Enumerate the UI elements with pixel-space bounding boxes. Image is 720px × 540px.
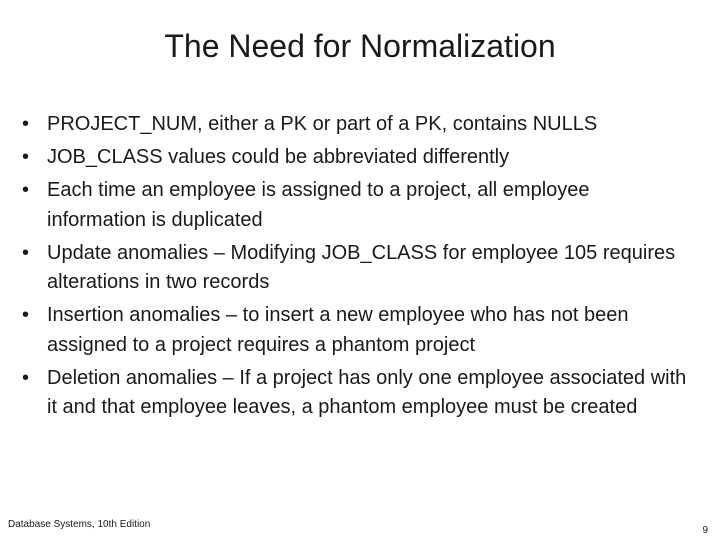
bullet-marker: • xyxy=(22,179,30,201)
bullet-marker: • xyxy=(22,146,30,168)
bullet-item xyxy=(22,176,692,235)
bullet-text: Update anomalies – Modifying JOB_CLASS for employee 105 requires alterations in two records xyxy=(47,241,676,293)
bullet-list xyxy=(22,110,692,426)
bullet-item xyxy=(22,301,692,360)
footer-text: Database Systems, 10th Edition xyxy=(8,519,151,530)
bullet-marker: • xyxy=(22,241,30,264)
bullet-text: Deletion anomalies – If a project has only one employee associated with it and that employee leaves, a phantom employee must be created xyxy=(47,366,687,418)
bullet-marker: • xyxy=(22,304,30,326)
bullet-marker: • xyxy=(22,366,30,389)
bullet-text: JOB_CLASS values could be abbreviated differently xyxy=(47,146,510,168)
bullet-text: Insertion anomalies – to insert a new employee who has not been assigned to a project requires a phantom project xyxy=(47,304,629,356)
bullet-item xyxy=(22,143,692,173)
bullet-text: PROJECT_NUM, either a PK or part of a PK, contains NULLS xyxy=(47,113,598,135)
bullet-marker: • xyxy=(22,113,30,135)
bullet-item xyxy=(22,364,692,423)
page-number: 9 xyxy=(702,525,708,536)
slide-title: The Need for Normalization xyxy=(164,28,556,64)
bullet-text: Each time an employee is assigned to a project, all employee information is duplicated xyxy=(47,179,590,231)
bullet-item xyxy=(22,239,692,298)
bullet-item xyxy=(22,110,692,140)
